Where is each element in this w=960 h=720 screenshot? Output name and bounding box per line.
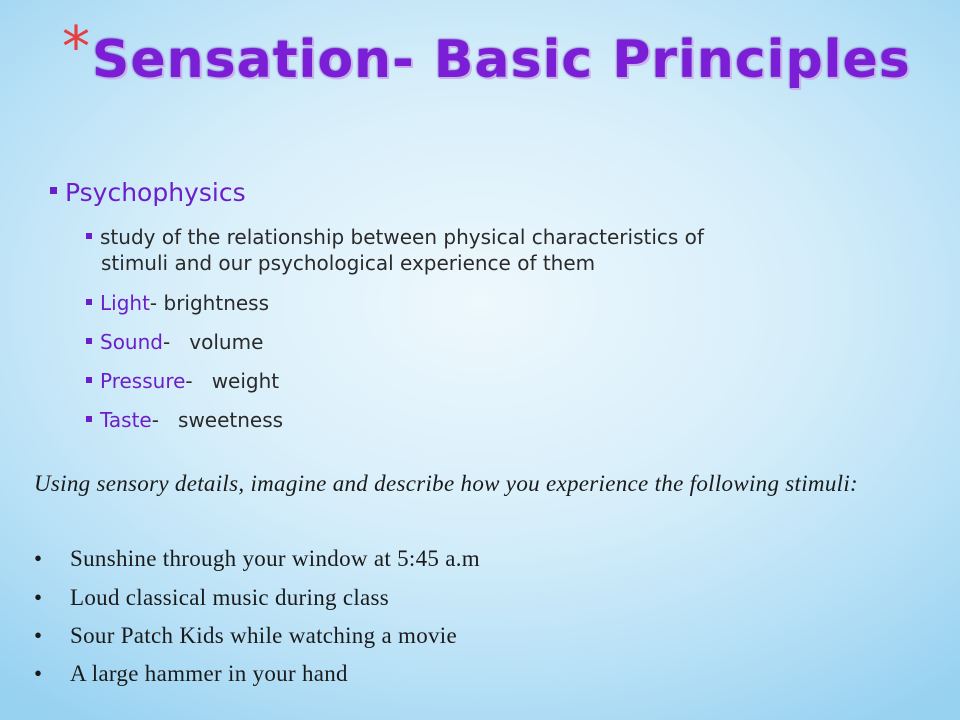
psychophysics-heading: [50, 178, 246, 207]
activity-prompt: Using sensory details, imagine and describe how you experience the following stimuli:: [34, 471, 858, 496]
square-bullet-icon: [86, 338, 92, 344]
bullet-dot-icon: •: [34, 585, 43, 610]
example-item-light: [86, 291, 269, 315]
activity-item-text: Loud classical music during class: [70, 585, 390, 610]
example-separator: -: [149, 291, 164, 315]
activity-item: [34, 661, 348, 687]
bullet-dot-icon: •: [34, 623, 43, 648]
definition-line-1: study of the relationship between physical characteristics of: [100, 225, 704, 249]
activity-item-text: A large hammer in your hand: [70, 661, 348, 686]
example-item-taste: [86, 408, 283, 432]
activity-item: [34, 623, 457, 649]
square-bullet-icon: [86, 377, 92, 383]
bullet-dot-icon: •: [34, 546, 43, 571]
example-description: weight: [211, 369, 280, 393]
asterisk-icon: *: [62, 15, 90, 80]
bullet-dot-icon: •: [34, 661, 43, 686]
example-description: volume: [189, 330, 264, 354]
example-separator: -: [162, 330, 177, 354]
activity-item: [34, 546, 480, 572]
example-term: Pressure: [100, 369, 186, 393]
square-bullet-icon: [86, 233, 92, 239]
example-item-sound: [86, 330, 263, 354]
example-term: Sound: [100, 330, 163, 354]
example-separator: -: [185, 369, 199, 393]
example-description: sweetness: [178, 408, 284, 432]
square-bullet-icon: [50, 187, 57, 194]
example-description: brightness: [163, 291, 270, 315]
square-bullet-icon: [86, 416, 92, 422]
example-term: Taste: [100, 408, 152, 432]
slide-title-group: [62, 15, 952, 108]
example-item-pressure: [86, 369, 279, 393]
example-separator: -: [151, 408, 166, 432]
activity-item: [34, 585, 389, 611]
psychophysics-label: Psychophysics: [65, 178, 246, 207]
activity-item-text: Sunshine through your window at 5:45 a.m: [70, 546, 480, 571]
activity-item-text: Sour Patch Kids while watching a movie: [70, 623, 458, 648]
square-bullet-icon: [86, 299, 92, 305]
slide-title: Sensation- Basic Principles: [92, 30, 911, 90]
example-term: Light: [100, 291, 150, 315]
definition-line-2: stimuli and our psychological experience of them: [101, 251, 596, 275]
psychophysics-definition: [86, 224, 886, 276]
